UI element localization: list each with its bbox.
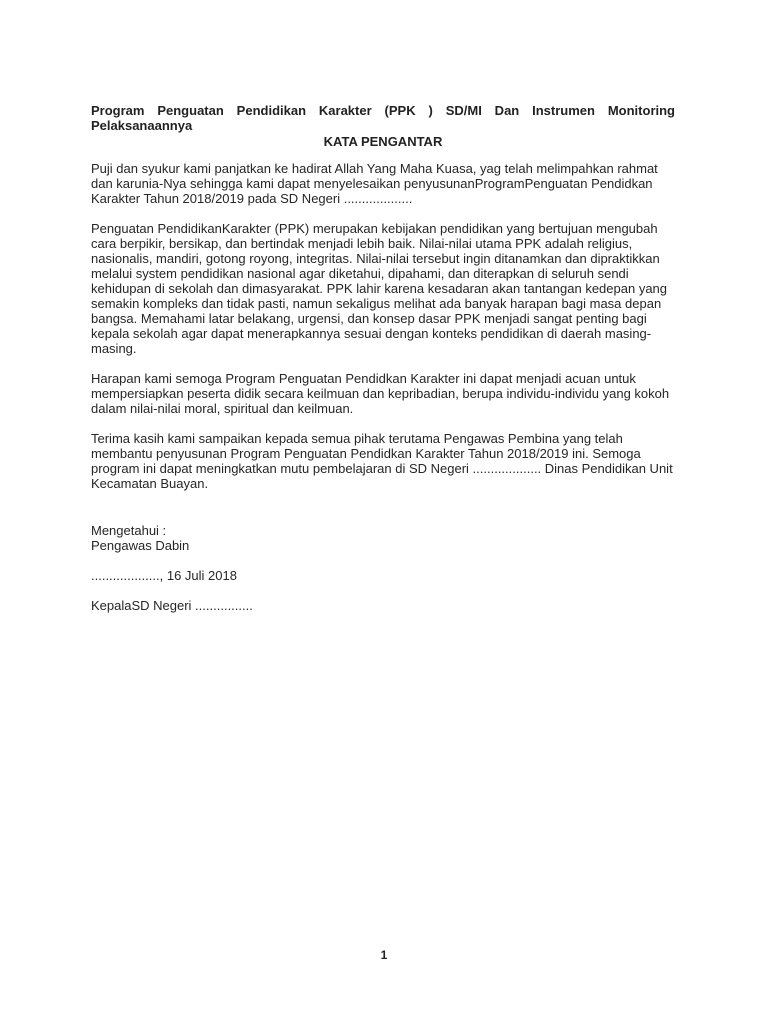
document-title: Program Penguatan Pendidikan Karakter (PPK ) SD/MI Dan Instrumen Monitoring Pelaksanaannya xyxy=(91,103,675,133)
principal-line: KepalaSD Negeri ................ xyxy=(91,598,253,613)
acknowledged-label: Mengetahui : xyxy=(91,523,167,538)
date-line: ..................., 16 Juli 2018 xyxy=(91,568,237,583)
paragraph-hope: Harapan kami semoga Program Penguatan Pendidkan Karakter ini dapat menjadi acuan untuk mempersiapkan peserta didik secara keilmuan dan kepribadian, berupa individu-individu yang kokoh dalam nilai-nilai moral, spiritual dan keilmuan. xyxy=(91,371,670,416)
document-page xyxy=(91,103,675,613)
paragraph-opening: Puji dan syukur kami panjatkan ke hadirat Allah Yang Maha Kuasa, yag telah melimpahkan rahmat dan karunia-Nya sehingga kami dapat menyelesaikan penyusunanProgramPenguatan Pendidkan Karakter Tahun 2018/2019 pada SD Negeri ................... xyxy=(91,161,658,206)
signature-block xyxy=(91,523,675,613)
paragraph-ppk-definition: Penguatan PendidikanKarakter (PPK) merupakan kebijakan pendidikan yang bertujuan mengubah cara berpikir, bersikap, dan bertindak menjadi lebih baik. Nilai-nilai utama PPK adalah religius, nasionalis, mandiri, gotong royong, integritas. Nilai-nilai tersebut ingin ditanamkan dan dipraktikkan melalui system pendidikan nasional agar diketahui, dipahami, dan diterapkan di seluruh sendi kehidupan di sekolah dan dimasyarakat. PPK lahir karena kesadaran akan tantangan kedepan yang semakin kompleks dan tidak pasti, namun sekaligus melihat ada banyak harapan bagi masa depan bangsa. Memahami latar belakang, urgensi, dan konsep dasar PPK menjadi sangat penting bagi kepala sekolah agar dapat menerapkannya sesuai dengan konteks pendidikan di daerah masing-masing. xyxy=(91,221,668,356)
acknowledged-role: Pengawas Dabin xyxy=(91,538,190,553)
page-number: 1 xyxy=(380,948,388,962)
paragraph-thanks: Terima kasih kami sampaikan kepada semua pihak terutama Pengawas Pembina yang telah membantu penyusunan Program Penguatan Pendidkan Karakter Tahun 2018/2019 ini. Semoga program ini dapat meningkatkan mutu pembelajaran di SD Negeri ................... Dinas Pendidikan Unit Kecamatan Buayan. xyxy=(91,431,673,491)
section-heading: KATA PENGANTAR xyxy=(323,134,443,149)
